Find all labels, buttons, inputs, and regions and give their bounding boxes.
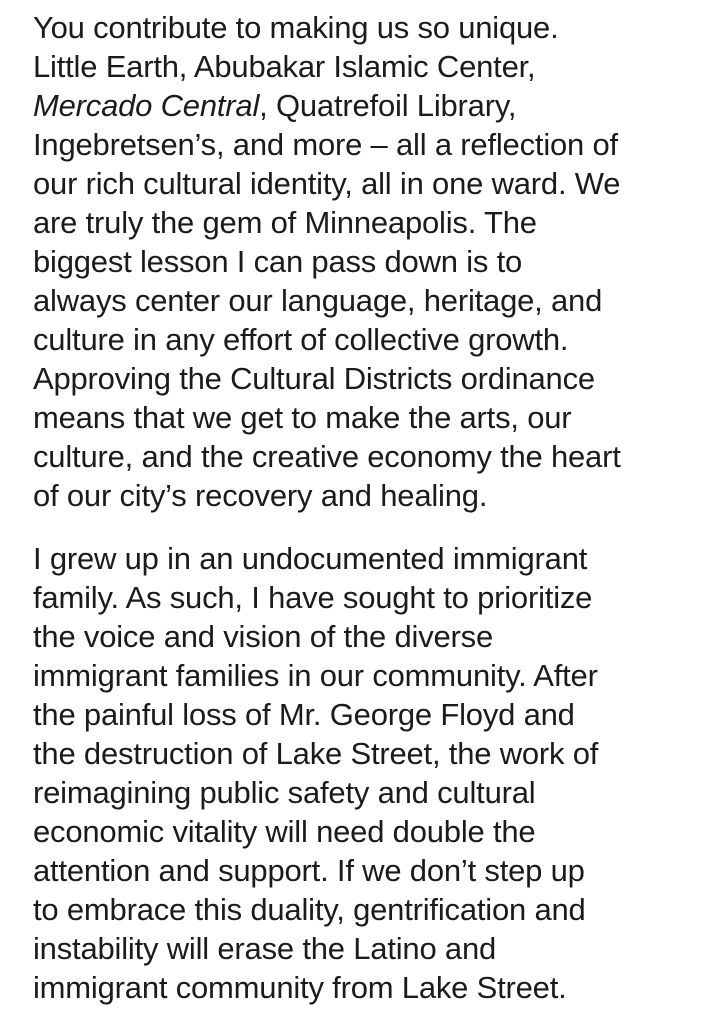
text-segment: , Quatrefoil Library, bbox=[259, 88, 517, 123]
document-body bbox=[33, 8, 705, 1007]
text-line bbox=[33, 476, 705, 515]
text-segment: instability will erase the Latino and bbox=[33, 931, 497, 966]
text-segment: of our city’s recovery and healing. bbox=[33, 478, 488, 513]
text-segment: means that we get to make the arts, our bbox=[33, 400, 572, 435]
text-line bbox=[33, 968, 705, 1007]
italic-text: Mercado Central bbox=[33, 88, 260, 123]
paragraph-2 bbox=[33, 539, 705, 1007]
text-line bbox=[33, 929, 705, 968]
text-segment: our rich cultural identity, all in one ward. We bbox=[33, 166, 621, 201]
paragraph-spacer bbox=[33, 515, 705, 539]
text-line bbox=[33, 8, 705, 47]
text-segment: the painful loss of Mr. George Floyd and bbox=[33, 697, 575, 732]
text-segment: reimagining public safety and cultural bbox=[33, 775, 536, 810]
text-segment: Approving the Cultural Districts ordinance bbox=[33, 361, 595, 396]
text-line bbox=[33, 398, 705, 437]
paragraph-1 bbox=[33, 8, 705, 515]
text-segment: always center our language, heritage, and bbox=[33, 283, 603, 318]
text-segment: culture, and the creative economy the heart bbox=[33, 439, 621, 474]
text-segment: You contribute to making us so unique. bbox=[33, 10, 559, 45]
text-segment: are truly the gem of Minneapolis. The bbox=[33, 205, 537, 240]
text-segment: culture in any effort of collective growth. bbox=[33, 322, 569, 357]
text-line bbox=[33, 812, 705, 851]
text-line bbox=[33, 164, 705, 203]
text-line bbox=[33, 203, 705, 242]
text-line bbox=[33, 656, 705, 695]
text-segment: Little Earth, Abubakar Islamic Center, bbox=[33, 49, 536, 84]
text-segment: immigrant community from Lake Street. bbox=[33, 970, 567, 1005]
text-segment: the destruction of Lake Street, the work of bbox=[33, 736, 599, 771]
text-line bbox=[33, 890, 705, 929]
text-line bbox=[33, 47, 705, 86]
text-line bbox=[33, 320, 705, 359]
text-line bbox=[33, 734, 705, 773]
text-line bbox=[33, 281, 705, 320]
text-line bbox=[33, 617, 705, 656]
text-line bbox=[33, 359, 705, 398]
text-segment: economic vitality will need double the bbox=[33, 814, 536, 849]
text-line bbox=[33, 851, 705, 890]
text-segment: immigrant families in our community. After bbox=[33, 658, 598, 693]
text-line bbox=[33, 437, 705, 476]
text-line bbox=[33, 125, 705, 164]
text-segment: family. As such, I have sought to prioritize bbox=[33, 580, 593, 615]
text-line bbox=[33, 539, 705, 578]
text-segment: to embrace this duality, gentrification and bbox=[33, 892, 586, 927]
text-line bbox=[33, 86, 705, 125]
text-line bbox=[33, 695, 705, 734]
text-line bbox=[33, 242, 705, 281]
text-line bbox=[33, 773, 705, 812]
text-segment: I grew up in an undocumented immigrant bbox=[33, 541, 588, 576]
text-segment: the voice and vision of the diverse bbox=[33, 619, 493, 654]
text-segment: attention and support. If we don’t step up bbox=[33, 853, 585, 888]
text-segment: Ingebretsen’s, and more – all a reflection of bbox=[33, 127, 618, 162]
text-segment: biggest lesson I can pass down is to bbox=[33, 244, 523, 279]
text-line bbox=[33, 578, 705, 617]
